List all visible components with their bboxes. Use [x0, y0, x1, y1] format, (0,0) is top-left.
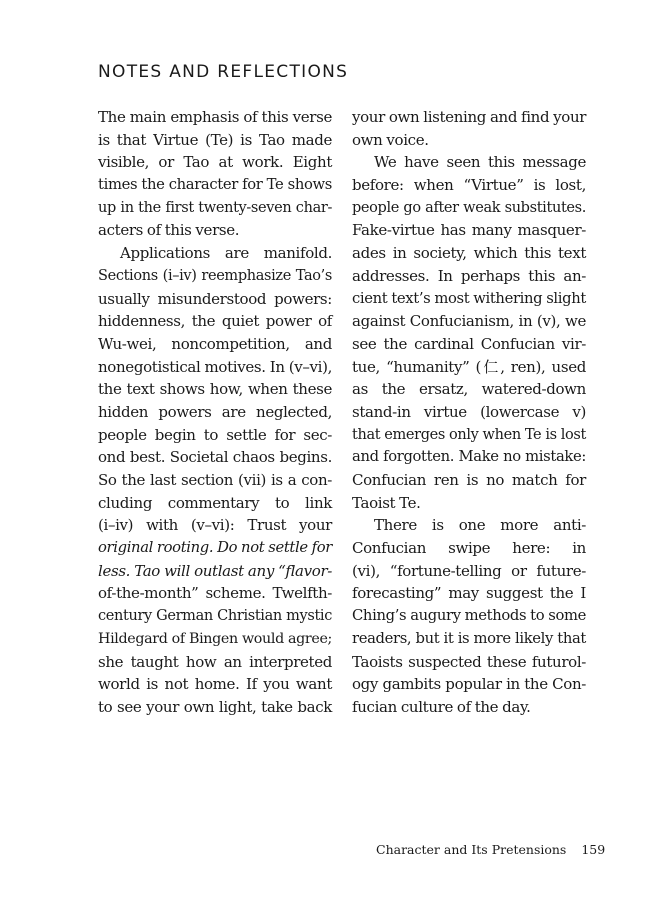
text-line: cluding commentary to link — [98, 493, 332, 512]
text-line: to see your own light, take back — [98, 697, 332, 716]
text-line: people begin to settle for sec- — [98, 425, 332, 444]
text-line: forecasting” may suggest the I — [352, 584, 586, 603]
text-line: original rooting. Do not settle for — [98, 539, 332, 557]
text-line: addresses. In perhaps this an- — [352, 266, 586, 285]
running-title: Character and Its Pretensions — [376, 842, 567, 857]
text-line: less. Tao will outlast any “flavor- — [98, 561, 332, 580]
text-line: The main emphasis of this verse — [98, 108, 332, 126]
text-line: that emerges only when Te is lost — [352, 426, 586, 443]
text-line: ond best. Societal chaos begins. — [98, 448, 332, 467]
text-line: world is not home. If you want — [98, 675, 332, 694]
text-line: Ching’s augury methods to some — [352, 607, 586, 625]
text-line: your own listening and find your — [352, 108, 587, 126]
text-line: own voice. — [352, 130, 429, 149]
text-line: ogy gambits popular in the Con- — [352, 675, 586, 694]
text-line: We have seen this message — [374, 153, 586, 172]
text-line: times the character for Te shows — [98, 176, 332, 194]
page-number: 159 — [581, 842, 606, 857]
text-line: before: when “Virtue” is lost, — [352, 176, 586, 195]
text-line: usually misunderstood powers: — [98, 289, 332, 308]
text-line: ades in society, which this text — [352, 244, 586, 263]
text-line: of-the-month” scheme. Twelfth- — [98, 584, 332, 603]
text-line: Confucian swipe here: in — [352, 539, 586, 558]
text-line: readers, but it is more likely that — [352, 629, 586, 647]
text-line: up in the first twenty-seven char- — [98, 199, 332, 216]
text-line: Confucian ren is no match for — [352, 471, 586, 489]
page-footer — [376, 842, 606, 857]
text-line: century German Christian mystic — [98, 608, 332, 625]
text-line: (vi), “fortune-telling or future- — [352, 561, 586, 580]
text-line: Taoist Te. — [352, 493, 421, 512]
text-line: There is one more anti- — [374, 516, 586, 535]
text-line: Fake-virtue has many masquer- — [352, 221, 586, 240]
text-line: is that Virtue (Te) is Tao made — [98, 130, 332, 149]
text-line: she taught how an interpreted — [98, 652, 332, 671]
text-line: stand-in virtue (lowercase v) — [352, 402, 586, 421]
text-line: (i–iv) with (v–vi): Trust your — [98, 516, 332, 535]
text-line: tue, “humanity” (仁, ren), used — [352, 357, 586, 376]
text-line: as the ersatz, watered-down — [352, 380, 586, 399]
text-line: acters of this verse. — [98, 221, 240, 240]
text-line: the text shows how, when these — [98, 380, 332, 399]
left-column — [98, 106, 332, 719]
text-line: So the last section (vii) is a con- — [98, 471, 332, 489]
text-line: Taoists suspected these futurol- — [352, 652, 586, 671]
section-heading: NOTES AND REFLECTIONS — [98, 62, 349, 82]
text-line: people go after weak substitutes. — [352, 199, 586, 216]
text-line: Sections (i–iv) reemphasize Tao’s — [98, 267, 332, 284]
text-line: visible, or Tao at work. Eight — [98, 153, 332, 172]
text-line: cient text’s most withering slight — [352, 289, 586, 307]
right-column — [352, 106, 586, 719]
text-line: and forgotten. Make no mistake: — [352, 448, 586, 466]
text-line: fucian culture of the day. — [352, 697, 531, 716]
text-line: nonegotistical motives. In (v–vi), — [98, 357, 332, 376]
text-line: hiddenness, the quiet power of — [98, 312, 332, 331]
text-line: hidden powers are neglected, — [98, 402, 332, 421]
text-line: see the cardinal Confucian vir- — [352, 334, 586, 353]
text-line: Hildegard of Bingen would agree; — [98, 630, 332, 647]
text-line: Applications are manifold. — [120, 244, 332, 263]
text-line: against Confucianism, in (v), we — [352, 312, 586, 331]
text-line: Wu-wei, noncompetition, and — [98, 334, 332, 353]
